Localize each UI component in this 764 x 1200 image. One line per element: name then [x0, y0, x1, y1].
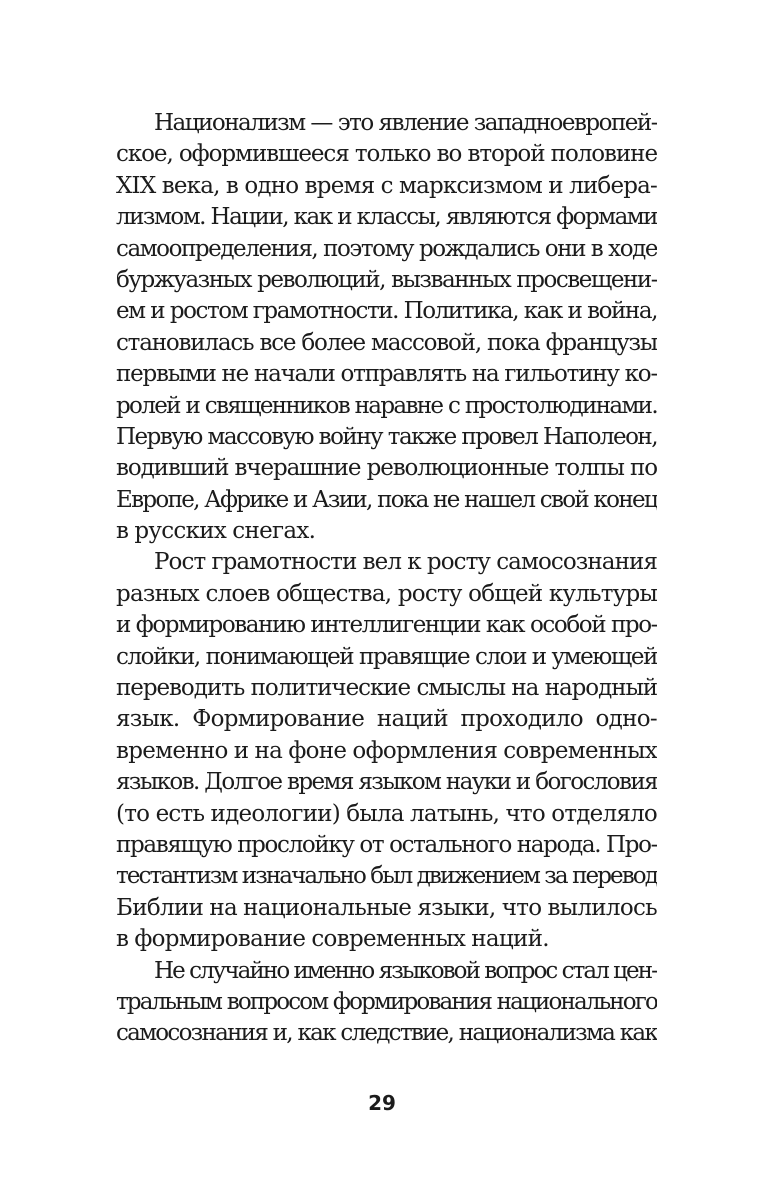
text-line: ем и ростом грамотности. Политика, как и война,: [116, 298, 657, 325]
text-line: Не случайно именно языковой вопрос стал цен-: [154, 957, 657, 984]
text-line: ролей и священников наравне с простолюдинами.: [116, 392, 657, 419]
paragraph: [116, 108, 657, 547]
text-line: становилась все более массовой, пока французы: [116, 329, 657, 356]
text-line: тральным вопросом формирования национального: [116, 988, 657, 1015]
text-line: разных слоев общества, росту общей культуры: [116, 580, 657, 607]
text-line: Библии на национальные языки, что вылилось: [116, 894, 657, 921]
text-line: в формирование современных наций.: [116, 926, 549, 953]
text-line: самосознания и, как следствие, национализма как: [116, 1020, 657, 1047]
text-line: первыми не начали отправлять на гильотину ко-: [116, 361, 657, 388]
paragraph: [116, 547, 657, 955]
text-line: в русских снегах.: [116, 518, 316, 545]
text-line: ское, оформившееся только во второй половине: [116, 141, 657, 168]
paragraph: [116, 956, 657, 1050]
text-line: буржуазных революций, вызванных просвещени-: [116, 266, 657, 293]
text-line: правящую прослойку от остального народа. Про-: [116, 831, 657, 858]
text-line: водивший вчерашние революционные толпы по: [116, 455, 657, 482]
text-line: временно и на фоне оформления современных: [116, 737, 657, 764]
text-line: слойки, понимающей правящие слои и умеющей: [116, 643, 657, 670]
text-line: язык. Формирование наций проходило одно-: [116, 706, 657, 733]
text-line: тестантизм изначально был движением за перевод: [116, 863, 657, 890]
text-line: переводить политические смыслы на народный: [116, 675, 657, 702]
text-line: Первую массовую войну также провел Наполеон,: [116, 423, 657, 450]
text-line: языков. Долгое время языком науки и богословия: [116, 769, 657, 796]
text-line: самоопределения, поэтому рождались они в ходе: [116, 235, 657, 262]
text-line: лизмом. Нации, как и классы, являются формами: [116, 204, 657, 231]
body-text: [116, 108, 657, 1050]
text-line: XIX века, в одно время с марксизмом и либера-: [116, 172, 657, 199]
text-line: Рост грамотности вел к росту самосознания: [154, 549, 657, 576]
text-line: Европе, Африке и Азии, пока не нашел свой конец: [116, 486, 657, 513]
page-number: 29: [368, 1091, 396, 1115]
text-line: (то есть идеологии) была латынь, что отделяло: [116, 800, 657, 827]
text-line: и формированию интеллигенции как особой про-: [116, 612, 657, 639]
text-line: Национализм — это явление западноевропей-: [154, 110, 657, 136]
